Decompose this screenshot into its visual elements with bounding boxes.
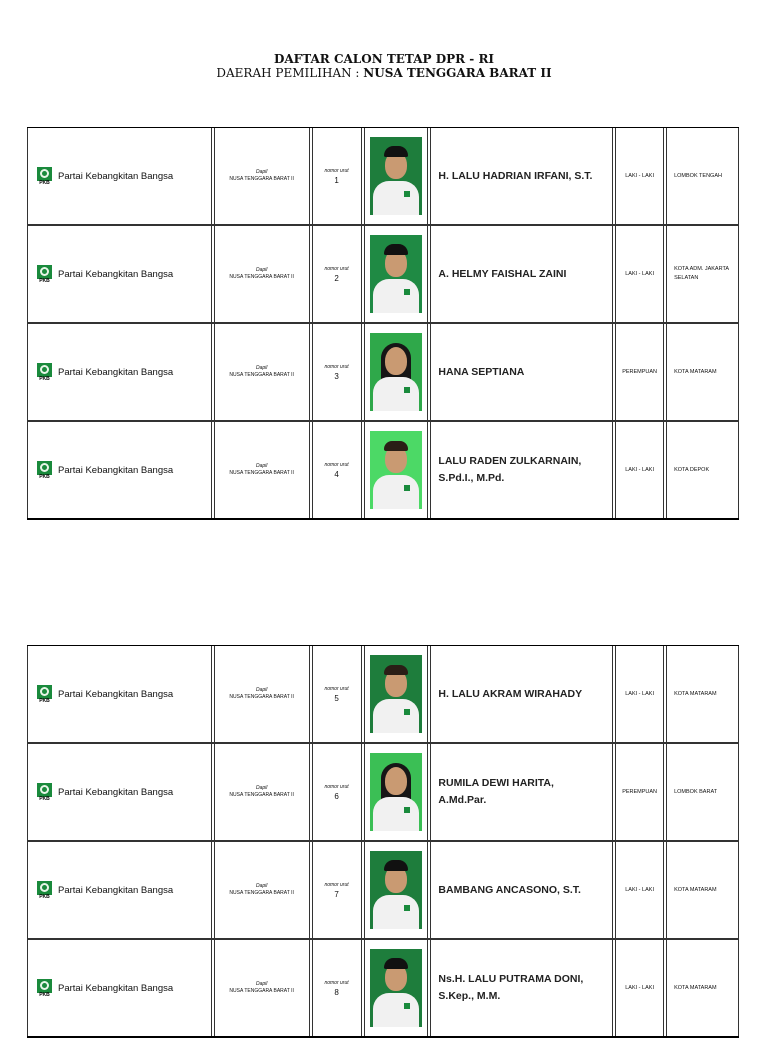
region-value: KOTA ADM. JAKARTA SELATAN: [674, 266, 729, 281]
candidate-name-line1: BAMBANG ANCASONO, S.T.: [438, 883, 581, 896]
region-cell: [666, 226, 739, 322]
number-value: 1: [334, 175, 339, 185]
gender-value: LAKI - LAKI: [625, 467, 654, 473]
gender-cell: [615, 940, 664, 1036]
party-logo: [37, 167, 52, 186]
party-name: Partai Kebangkitan Bangsa: [58, 884, 174, 896]
dapil-value: NUSA TENGGARA BARAT II: [229, 470, 294, 476]
region-value: KOTA MATARAM: [674, 886, 717, 893]
candidate-name-line1: RUMILA DEWI HARITA,: [438, 777, 554, 789]
party-badge-icon: [404, 289, 410, 295]
candidate-photo: [370, 753, 422, 831]
peci-cap-shape: [384, 146, 408, 157]
party-name: Partai Kebangkitan Bangsa: [58, 464, 174, 476]
globe-icon: [40, 169, 49, 178]
candidate-name-line2: S.Kep., M.M.: [438, 990, 501, 1002]
photo-cell: [364, 226, 429, 322]
region-value: KOTA MATARAM: [674, 368, 717, 375]
candidate-photo: [370, 949, 422, 1027]
number-label: nomor urut: [324, 979, 349, 986]
region-cell: [666, 128, 739, 224]
party-logo: [37, 685, 52, 704]
photo-cell: [364, 422, 429, 518]
candidate-name: [438, 364, 524, 381]
candidate-table-1: [27, 127, 739, 520]
number-value: 2: [334, 273, 339, 283]
party-name: Partai Kebangkitan Bangsa: [58, 982, 174, 994]
candidate-name-line2: A.Md.Par.: [438, 794, 487, 806]
dapil-value: NUSA TENGGARA BARAT II: [229, 176, 294, 182]
number-value: 6: [334, 791, 339, 801]
party-badge-icon: [404, 485, 410, 491]
subtitle-region: NUSA TENGGARA BARAT II: [363, 66, 552, 80]
clothing-shape: [373, 797, 419, 831]
candidate-photo: [370, 333, 422, 411]
gender-cell: [615, 842, 664, 938]
dapil-value: NUSA TENGGARA BARAT II: [229, 274, 294, 280]
party-name: Partai Kebangkitan Bangsa: [58, 688, 174, 700]
globe-icon: [40, 981, 49, 990]
number-label: nomor urut: [324, 685, 349, 692]
globe-icon: [40, 365, 49, 374]
name-cell: [430, 842, 613, 938]
face-shape: [385, 767, 407, 795]
name-cell: [430, 744, 613, 840]
dapil-cell: [214, 128, 310, 224]
dapil-value: NUSA TENGGARA BARAT II: [229, 372, 294, 378]
table-row: [27, 744, 739, 842]
hair-shape: [384, 441, 408, 451]
number-label: nomor urut: [324, 881, 349, 888]
dapil-label: Dapil: [255, 687, 268, 693]
candidate-name: [438, 453, 581, 487]
face-shape: [385, 347, 407, 375]
party-logo: [37, 979, 52, 998]
peci-cap-shape: [384, 244, 408, 255]
candidate-name-line2: S.Pd.I., M.Pd.: [438, 472, 505, 484]
gender-value: PEREMPUAN: [622, 369, 658, 375]
party-name: Partai Kebangkitan Bangsa: [58, 366, 174, 378]
number-label: nomor urut: [324, 265, 349, 272]
photo-cell: [364, 128, 429, 224]
dapil-cell: [214, 422, 310, 518]
gender-cell: [615, 324, 664, 420]
number-label: nomor urut: [324, 461, 349, 468]
clothing-shape: [373, 699, 419, 733]
name-cell: [430, 422, 613, 518]
candidate-photo: [370, 655, 422, 733]
number-cell: [312, 646, 362, 742]
table-row: [27, 226, 739, 324]
candidate-name-line1: HANA SEPTIANA: [438, 365, 525, 378]
number-value: 4: [334, 469, 339, 479]
candidate-name: [438, 775, 554, 809]
candidate-name-line1: LALU RADEN ZULKARNAIN,: [438, 455, 582, 467]
party-logo-text: PKB: [39, 795, 50, 802]
number-cell: [312, 128, 362, 224]
peci-cap-shape: [384, 860, 408, 871]
party-name: Partai Kebangkitan Bangsa: [58, 268, 174, 280]
peci-cap-shape: [384, 958, 408, 969]
gender-cell: [615, 744, 664, 840]
table-row: [27, 324, 739, 422]
name-cell: [430, 226, 613, 322]
page-subtitle: [0, 66, 768, 81]
dapil-label: Dapil: [255, 463, 268, 469]
candidate-photo: [370, 137, 422, 215]
party-logo-text: PKB: [39, 277, 50, 284]
party-cell: [27, 744, 212, 840]
number-cell: [312, 324, 362, 420]
region-value: KOTA MATARAM: [674, 690, 717, 697]
party-badge-icon: [404, 387, 410, 393]
clothing-shape: [373, 377, 419, 411]
gender-cell: [615, 646, 664, 742]
clothing-shape: [373, 279, 419, 313]
region-value: KOTA MATARAM: [674, 984, 717, 991]
hair-shape: [384, 665, 408, 675]
candidate-name-line1: H. LALU AKRAM WIRAHADY: [438, 687, 583, 700]
region-value: KOTA DEPOK: [674, 466, 710, 473]
party-name: Partai Kebangkitan Bangsa: [58, 786, 174, 798]
number-label: nomor urut: [324, 783, 349, 790]
region-value: LOMBOK TENGAH: [674, 172, 722, 179]
party-badge-icon: [404, 709, 410, 715]
region-cell: [666, 744, 739, 840]
party-badge-icon: [404, 807, 410, 813]
candidate-table-2: [27, 645, 739, 1038]
photo-cell: [364, 842, 429, 938]
name-cell: [430, 128, 613, 224]
dapil-cell: [214, 744, 310, 840]
party-cell: [27, 226, 212, 322]
party-cell: [27, 940, 212, 1036]
candidate-name: [438, 882, 581, 899]
candidate-name-line1: Ns.H. LALU PUTRAMA DONI,: [438, 973, 584, 985]
dapil-value: NUSA TENGGARA BARAT II: [229, 694, 294, 700]
number-cell: [312, 226, 362, 322]
table-row: [27, 842, 739, 940]
globe-icon: [40, 463, 49, 472]
gender-value: LAKI - LAKI: [625, 691, 654, 697]
dapil-value: NUSA TENGGARA BARAT II: [229, 890, 294, 896]
number-value: 8: [334, 987, 339, 997]
table-row: [27, 422, 739, 518]
photo-cell: [364, 646, 429, 742]
gender-value: LAKI - LAKI: [625, 173, 654, 179]
party-logo-text: PKB: [39, 375, 50, 382]
region-cell: [666, 940, 739, 1036]
name-cell: [430, 646, 613, 742]
number-value: 5: [334, 693, 339, 703]
dapil-cell: [214, 226, 310, 322]
globe-icon: [40, 267, 49, 276]
dapil-label: Dapil: [255, 169, 268, 175]
region-cell: [666, 842, 739, 938]
party-logo: [37, 783, 52, 802]
dapil-label: Dapil: [255, 981, 268, 987]
number-cell: [312, 940, 362, 1036]
table-row: [27, 646, 739, 744]
dapil-cell: [214, 646, 310, 742]
globe-icon: [40, 687, 49, 696]
candidate-name-line1: H. LALU HADRIAN IRFANI, S.T.: [438, 169, 593, 182]
party-badge-icon: [404, 905, 410, 911]
dapil-label: Dapil: [255, 785, 268, 791]
candidate-photo: [370, 431, 422, 509]
clothing-shape: [373, 181, 419, 215]
number-value: 3: [334, 371, 339, 381]
party-logo: [37, 265, 52, 284]
candidate-name: [438, 971, 583, 1005]
dapil-value: NUSA TENGGARA BARAT II: [229, 988, 294, 994]
party-logo-text: PKB: [39, 991, 50, 998]
party-cell: [27, 422, 212, 518]
gender-value: LAKI - LAKI: [625, 271, 654, 277]
dapil-label: Dapil: [255, 365, 268, 371]
party-logo-text: PKB: [39, 893, 50, 900]
party-cell: [27, 128, 212, 224]
region-value: LOMBOK BARAT: [674, 788, 718, 795]
page-title: DAFTAR CALON TETAP DPR - RI: [273, 52, 495, 66]
party-name: Partai Kebangkitan Bangsa: [58, 170, 174, 182]
candidate-name-line1: A. HELMY FAISHAL ZAINI: [438, 267, 567, 280]
party-cell: [27, 646, 212, 742]
globe-icon: [40, 883, 49, 892]
gender-value: LAKI - LAKI: [625, 985, 654, 991]
party-logo-text: PKB: [39, 697, 50, 704]
number-cell: [312, 842, 362, 938]
candidate-photo: [370, 851, 422, 929]
name-cell: [430, 940, 613, 1036]
clothing-shape: [373, 895, 419, 929]
party-badge-icon: [404, 1003, 410, 1009]
gender-cell: [615, 226, 664, 322]
dapil-cell: [214, 324, 310, 420]
globe-icon: [40, 785, 49, 794]
candidate-photo: [370, 235, 422, 313]
gender-cell: [615, 422, 664, 518]
dapil-value: NUSA TENGGARA BARAT II: [229, 792, 294, 798]
party-logo-text: PKB: [39, 473, 50, 480]
region-cell: [666, 422, 739, 518]
gender-value: LAKI - LAKI: [625, 887, 654, 893]
region-cell: [666, 324, 739, 420]
table-row: [27, 128, 739, 226]
candidate-name: [438, 266, 566, 283]
name-cell: [430, 324, 613, 420]
subtitle-prefix: DAERAH PEMILIHAN :: [216, 66, 364, 80]
party-cell: [27, 324, 212, 420]
candidate-name: [438, 168, 592, 185]
region-cell: [666, 646, 739, 742]
number-label: nomor urut: [324, 363, 349, 370]
candidate-name: [438, 686, 582, 703]
party-logo: [37, 461, 52, 480]
dapil-cell: [214, 842, 310, 938]
number-cell: [312, 744, 362, 840]
gender-cell: [615, 128, 664, 224]
table-row: [27, 940, 739, 1036]
party-logo: [37, 881, 52, 900]
party-cell: [27, 842, 212, 938]
photo-cell: [364, 940, 429, 1036]
party-logo-text: PKB: [39, 179, 50, 186]
photo-cell: [364, 324, 429, 420]
number-label: nomor urut: [324, 167, 349, 174]
party-badge-icon: [404, 191, 410, 197]
gender-value: PEREMPUAN: [622, 789, 658, 795]
number-cell: [312, 422, 362, 518]
clothing-shape: [373, 993, 419, 1027]
dapil-label: Dapil: [255, 883, 268, 889]
party-logo: [37, 363, 52, 382]
number-value: 7: [334, 889, 339, 899]
dapil-label: Dapil: [255, 267, 268, 273]
photo-cell: [364, 744, 429, 840]
clothing-shape: [373, 475, 419, 509]
dapil-cell: [214, 940, 310, 1036]
